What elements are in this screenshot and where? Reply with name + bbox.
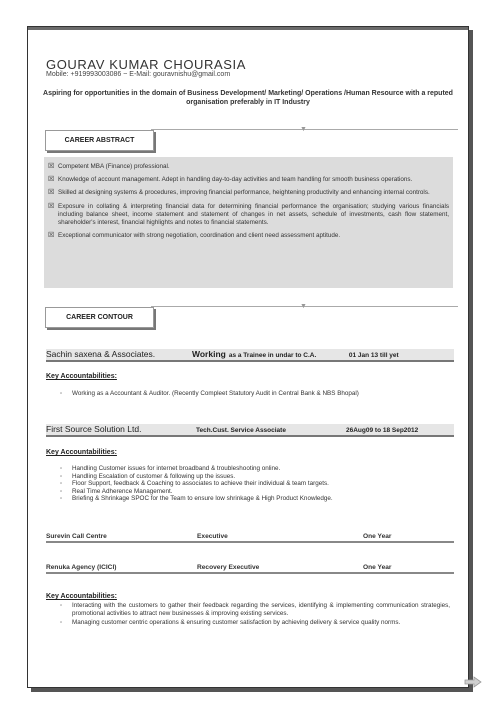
job-period: 01 Jan 13 till yet: [348, 352, 399, 359]
caret-down-icon: ▼: [300, 126, 307, 133]
job-row-sachin-saxena: [46, 349, 454, 362]
contact-line: Mobile: +919993003086 ~ E-Mail: gouravnishu@gmail.com: [46, 71, 231, 78]
list-item: ◦ Interacting with the customers to gather their feedback regarding the services, identifying & implementing communication strategies, promotional activities to attract new businesses & improving existing services.: [60, 602, 450, 617]
circle-bullet-icon: ◦: [60, 480, 63, 488]
role-title: Tech.Cust. Service Associate: [196, 427, 286, 434]
list-item: ◦ Handling Escalation of customer & following up the issues.: [60, 472, 236, 480]
next-arrow-icon[interactable]: [464, 676, 482, 688]
circle-bullet-icon: ◦: [60, 487, 63, 495]
key-accountabilities-label: Key Accountabilities:: [46, 373, 117, 380]
checkbox-icon: ☒: [48, 232, 55, 240]
checkbox-icon: ☒: [48, 189, 55, 197]
candidate-name: GOURAV KUMAR CHOURASIA: [46, 57, 247, 72]
key-accountabilities-label: Key Accountabilities:: [46, 593, 117, 600]
job-row-renuka: [46, 564, 454, 574]
top-border: [28, 27, 468, 30]
list-item: ◦ Briefing & Shrinkage SPOC for the Team to ensure low shrinkage & High Product Knowledge.: [60, 495, 333, 503]
checkbox-icon: ☒: [48, 163, 55, 170]
list-item: ◦ Managing customer centric operations & ensuring customer satisfaction by achieving delivery & service quality norms.: [60, 619, 401, 627]
abstract-item: ☒ Competent MBA (Finance) professional.: [48, 163, 170, 170]
circle-bullet-icon: ◦: [60, 602, 63, 609]
job1-responsibilities: [60, 390, 450, 398]
checkbox-icon: ☒: [48, 202, 55, 210]
circle-bullet-icon: ◦: [60, 465, 63, 472]
section-heading-career-contour: CAREER CONTOUR: [45, 307, 154, 328]
objective-statement: Aspiring for opportunities in the domain of Business Development/ Marketing/ Operations /Human Resource with a reputed organisation preferably in IT Industry: [43, 90, 453, 106]
job-row-surevin: [46, 533, 454, 543]
list-item: ◦ Floor Support, feedback & Coaching to associates to achieve their individual & team targets.: [60, 480, 329, 488]
job-duration: One Year: [363, 533, 392, 540]
job4-responsibilities: [60, 602, 450, 627]
role-title: as a Trainee in undar to C.A.: [228, 352, 317, 359]
checkbox-icon: ☒: [48, 176, 55, 184]
list-item: ◦ Handling Customer issues for internet broadband & troubleshooting online.: [60, 465, 281, 472]
section-heading-career-abstract: CAREER ABSTRACT: [45, 130, 154, 151]
list-item: ◦ Real Time Adherence Management.: [60, 487, 173, 495]
abstract-item: ☒ Skilled at designing systems & procedures, improving financial performance, heightening productivity and enhancing internal controls.: [48, 189, 430, 197]
resume-page: [27, 26, 469, 688]
circle-bullet-icon: ◦: [60, 390, 63, 397]
job-row-first-source: [46, 424, 454, 437]
key-accountabilities-label: Key Accountabilities:: [46, 449, 117, 456]
job-duration: One Year: [363, 564, 392, 571]
job2-responsibilities: [60, 465, 450, 503]
company-name: Renuka Agency (ICICI): [46, 564, 117, 571]
circle-bullet-icon: ◦: [60, 472, 63, 480]
circle-bullet-icon: ◦: [60, 619, 63, 627]
abstract-item: ☒ Knowledge of account management. Adept in handling day-to-day activities and team handling for smooth business operations.: [48, 176, 413, 184]
company-name: Sachin saxena & Associates.: [46, 349, 156, 359]
role-prefix: Working: [192, 349, 226, 359]
abstract-item: ☒ Exceptional communicator with strong negotiation, coordination and client need assessment aptitude.: [48, 232, 341, 240]
circle-bullet-icon: ◦: [60, 495, 63, 503]
caret-down-icon: ▼: [300, 303, 307, 310]
career-abstract-list: [44, 157, 453, 288]
role-title: Executive: [197, 533, 228, 540]
list-item: ◦ Working as a Accountant & Auditor. (Recently Compleet Statutory Audit in Central Bank & NBS Bhopal): [60, 390, 359, 397]
job-period: 26Aug09 to 18 Sep2012: [346, 427, 419, 434]
role-title: Recovery Executive: [197, 564, 260, 571]
company-name: First Source Solution Ltd.: [46, 424, 142, 434]
company-name: Surevin Call Centre: [46, 533, 107, 540]
abstract-item: ☒ Exposure in collating & interpreting financial data for determining financial performance the organisation; studying various financials including balance sheet, income statement and statement of changes in net assets, schedule of investments, cash flow statement, shareholder's interest, financial highlights and notes to financial statements.: [48, 202, 449, 227]
